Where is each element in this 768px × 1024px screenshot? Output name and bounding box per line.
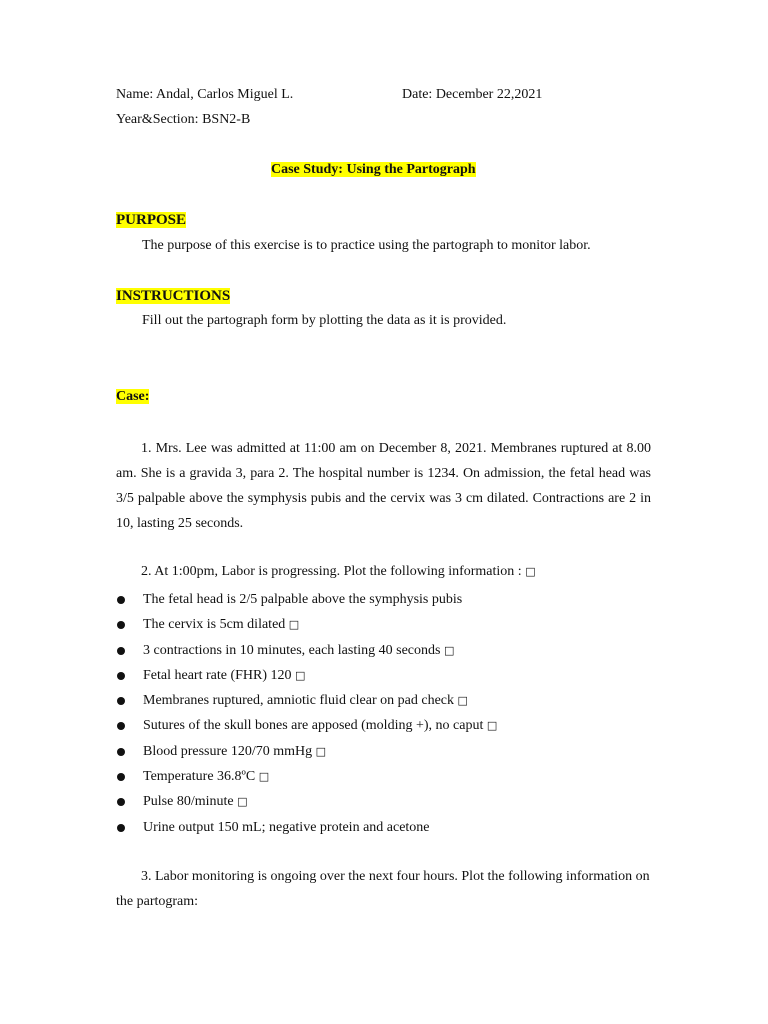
bullet-text: Urine output 150 mL; negative protein and acetone (143, 819, 430, 835)
bullet-item (116, 739, 497, 764)
checkbox-icon: □ (295, 668, 306, 682)
case-item-3: 3. Labor monitoring is ongoing over the next four hours. Plot the following information on the partogram: (116, 869, 650, 909)
instructions-heading: INSTRUCTIONS (116, 288, 231, 304)
bullet-item (116, 587, 497, 612)
purpose-heading: PURPOSE (116, 212, 187, 228)
bullet-dot-icon (117, 722, 125, 730)
bullet-dot-icon (117, 596, 125, 604)
bullet-text: Sutures of the skull bones are apposed (molding +), no caput (143, 718, 487, 734)
bullet-item (116, 789, 497, 814)
bullet-item (116, 713, 497, 738)
case-item-2 (141, 564, 536, 580)
year-section: Year&Section: BSN2-B (116, 112, 251, 127)
bullet-dot-icon (117, 647, 125, 655)
case-item-1: 1. Mrs. Lee was admitted at 11:00 am on December 8, 2021. Membranes ruptured at 8.00 am. She is a gravida 3, para 2. The hospital number is 1234. On admission, the fetal head was 3/5 palpable above the symphysis pubis and the cervix was 3 cm dilated. Contractions are 2 in 10, lasting 25 seconds. (116, 441, 651, 531)
bullet-item (116, 764, 497, 789)
checkbox-icon: □ (237, 795, 248, 809)
document-date: Date: December 22,2021 (402, 87, 543, 102)
purpose-text: The purpose of this exercise is to practice using the partograph to monitor labor. (142, 238, 591, 253)
vitals-bullet-list (116, 587, 497, 840)
bullet-dot-icon (117, 621, 125, 629)
case-heading-wrap (116, 389, 149, 405)
checkbox-icon: □ (486, 719, 498, 733)
bullet-item (116, 663, 497, 688)
bullet-text: 3 contractions in 10 minutes, each lasting 40 seconds (143, 642, 444, 658)
student-name: Name: Andal, Carlos Miguel L. (116, 87, 294, 102)
bullet-dot-icon (117, 748, 125, 756)
bullet-dot-icon (117, 697, 125, 705)
purpose-heading-wrap (116, 212, 186, 229)
instructions-text: Fill out the partograph form by plotting the data as it is provided. (142, 313, 507, 328)
bullet-text: The fetal head is 2/5 palpable above the symphysis pubis (143, 592, 463, 607)
case-item-2-text: 2. At 1:00pm, Labor is progressing. Plot the following information : (141, 564, 522, 579)
bullet-text: Blood pressure 120/70 mmHg (143, 743, 316, 759)
case-heading: Case: (116, 389, 150, 404)
checkbox-icon: □ (258, 770, 270, 784)
bullet-item (116, 612, 497, 637)
bullet-text: The cervix is 5cm dilated (143, 617, 289, 633)
checkbox-icon: □ (288, 618, 300, 632)
bullet-item (116, 815, 497, 840)
checkbox-icon: □ (315, 744, 327, 758)
bullet-text: Membranes ruptured, amniotic fluid clear on pad check (143, 693, 458, 709)
bullet-text: Pulse 80/minute (143, 794, 238, 810)
document-title-wrap (271, 162, 476, 178)
bullet-dot-icon (117, 798, 125, 806)
bullet-text: Temperature 36.8ºC (143, 769, 259, 785)
document-title: Case Study: Using the Partograph (271, 162, 476, 177)
checkbox-icon: □ (457, 694, 468, 708)
bullet-dot-icon (117, 773, 125, 781)
checkbox-icon: □ (525, 565, 536, 578)
instructions-heading-wrap (116, 288, 230, 305)
bullet-dot-icon (117, 672, 125, 680)
bullet-item (116, 688, 497, 713)
bullet-text: Fetal heart rate (FHR) 120 (143, 667, 296, 683)
bullet-item (116, 638, 497, 663)
checkbox-icon: □ (443, 643, 455, 657)
bullet-dot-icon (117, 824, 125, 832)
